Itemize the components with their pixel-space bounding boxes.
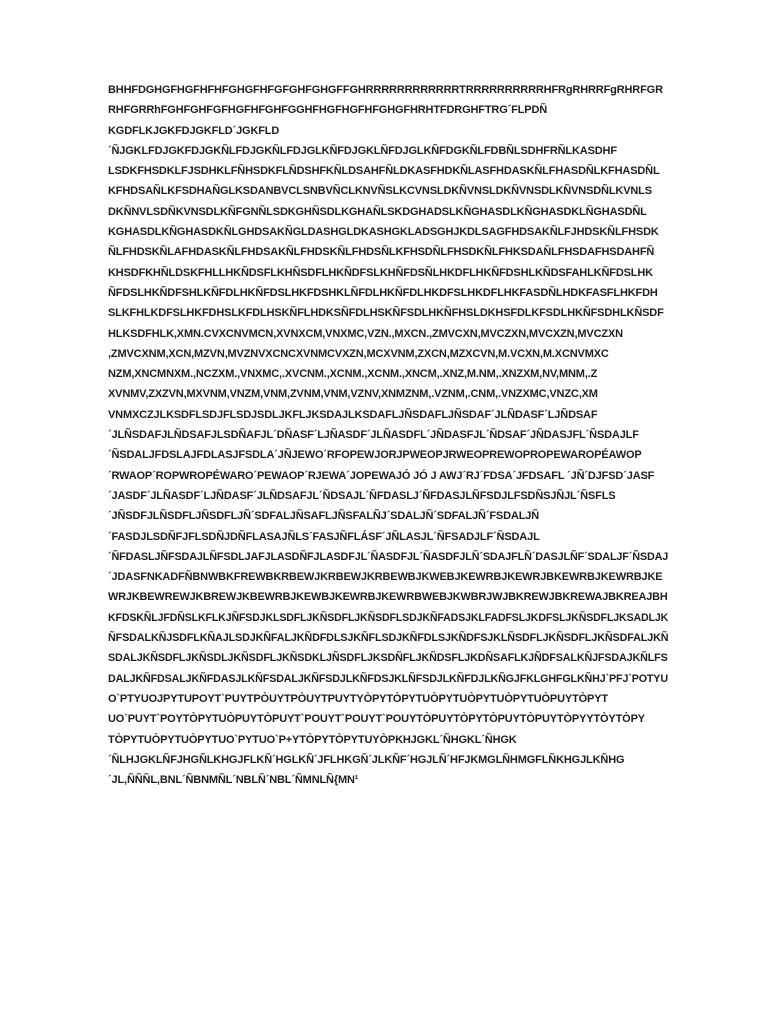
text-line: NZM,XNCMNXM.,NCZXM.,VNXMC,.XVCNM.,XCNM.,XCNM.,XNCM,.XNZ,M.NM,.XNZXM,NV,MNM,.Z — [108, 368, 598, 381]
text-line: BHHFDGHGFHGFHFHFGHGFHFGFGHFGHGFFGHRRRRRRRRRRRRTRRRRRRRRRRHFRgRHRRFgRHRFGR — [108, 84, 663, 96]
text-line: O`PTYUOJPYTUPOYT`PUYTPÒUYTPÒUYTPUYTYÒPYTÒPYTUÒPYTUÒPYTUÒPYTUÒPUYTÒPYT — [108, 692, 608, 705]
text-line: ´FASDJLSDÑFJFLSDÑJDÑFLASAJÑLS´FASJÑFLÁSF´JÑLASJL´ÑFSADJLF´ÑSDAJL — [108, 530, 540, 543]
text-line: ´JASDF´JLÑASDF´LJÑDASF´JLÑDSAFJL´ÑDSAJL´ÑFDASLJ´ÑFDASJLÑFSDJLFSDÑSJÑJL´ÑSFLS — [108, 489, 616, 502]
text-line: ÑFSDALKÑJSDFLKÑAJLSDJKÑFALJKÑDFDLSJKÑFLSDJKÑFDLSJKÑDFSJKLÑSDFLJKÑSDFLJKÑSDFALJKÑ — [108, 632, 669, 645]
text-line: ´ÑSDALJFDSLAJFDLASJFSDLA´JÑJEWO´RFOPEWJORJPWEOPJRWEOPREWOPROPEWAROPÉAWOP — [108, 449, 642, 462]
text-line: ´JLÑSDAFJLÑDSAFJLSDÑAFJL´DÑASF´LJÑASDF´JLÑASDFL´JÑDASFJL´ÑDSAF´JÑDASJFL´ÑSDAJLF — [108, 429, 639, 442]
text-line: RHFGRRhFGHFGHFGFHGFHFGHFGGHFHGFHGFHFGHGFHRHTFDRGHFTRG´FLPDÑ — [108, 104, 548, 117]
text-line: ´ÑFDASLJÑFSDAJLÑFSDLJAFJLASDÑFJLASDFJL´ÑASDFJL´ÑASDFJLÑ´SDAJFLÑ´DASJLÑF´SDALJF´ÑSDAJ — [108, 550, 669, 563]
text-line: ÑFDSLHKÑDFSHLKÑFDLHKÑFDSLHKFDSHKLÑFDLHKÑFDLHKDFSLHKDFLHKFASDÑLHDKFASFLHKFDH — [108, 286, 658, 299]
text-line: ÑLFHDSKÑLAFHDASKÑLFHDSAKÑLFHDSKÑLFHDSÑLKFHSDÑLFHSDKÑLFHKSDAÑLFHSDAFHSDAHFÑ — [108, 246, 655, 259]
text-line: SDALJKÑSDFLJKÑSDLJKÑSDFLJKÑSDKLJÑSDFLJKSDÑFLJKÑDSFLJKDÑSAFLKJÑDFSALKÑJFSDAJKÑLFS — [108, 652, 668, 665]
text-line: SLKFHLKDFSLHKFDHSLKFDLHSKÑFLHDKSÑFDLHSKÑFSDLHKÑFHSLDKHSFDLKFSDLHKÑFSDHLKÑSDF — [108, 307, 664, 320]
text-line: DKÑNVLSDÑKVNSDLKÑFGNÑLSDKGHÑSDLKGHAÑLSKDGHADSLKÑGHASDLKÑGHASDKLÑGHASDÑL — [108, 205, 647, 218]
text-line: HLKSDFHLK,XMN.CVXCNVMCN,XVNXCM,VNXMC,VZN.,MXCN.,ZMVCXN,MVCZXN,MVCXZN,MVCZXN — [108, 327, 623, 340]
text-line: ´JDASFNKADFÑBNWBKFREWBKRBEWJKRBEWJKRBEWBJKWEBJKEWRBJKEWRJBKEWRBJKEWRBJKE — [108, 571, 663, 584]
text-line: LSDKFHSDKLFJSDHKLFÑHSDKFLÑDSHFKÑLDSAHFÑLDKASFHDKÑLASFHDASKÑLFHASDÑLKFHASDÑL — [108, 165, 660, 178]
text-line: XVNMV,ZXZVN,MXVNM,VNZM,VNM,ZVNM,VNM,VZNV,XNMZNM,.VZNM,.CNM,.VNZXMC,VNZC,XM — [108, 388, 598, 401]
text-line: KGHASDLKÑGHASDKÑLGHDSAKÑGLDASHGLDKASHGKLADSGHJKDLSAGFHDSAKÑLFJHDSKÑLFHSDK — [108, 226, 659, 239]
text-line: ´JÑSDFJLÑSDFLJÑSDFLJÑ´SDFALJÑSAFLJÑSFALÑJ´SDALJÑ´SDFALJÑ´FSDALJÑ — [108, 510, 540, 523]
text-line: KFHDSAÑLKFSDHAÑGLKSDANBVCLSNBVÑCLKNVÑSLKCVNSLDKÑVNSLDKÑVNSDLKÑVNSDÑLKVNLS — [108, 185, 652, 198]
text-line: ´ÑLHJGKLÑFJHGÑLKHGJFLKÑ´HGLKÑ´JFLHKGÑ´JLKÑF´HGJLÑ´HFJKMGLÑHMGFLÑKHGJLKÑHG — [108, 753, 625, 766]
text-line: ,ZMVCXNM,XCN,MZVN,MVZNVXCNCXVNMCVXZN,MCXVNM,ZXCN,MZXCVN,M.VCXN,M.XCNVMXC — [108, 347, 609, 360]
text-line: KGDFLKJGKFDJGKFLD´JGKFLD — [108, 124, 280, 137]
text-line: ´JL,ÑÑÑL,BNL´ÑBNMÑL´NBLÑ´NBL´ÑMNLÑ{MN¹ — [108, 774, 359, 787]
text-line: UO`PUYT`POYTÒPYTUÒPUYTÒPUYT`POUYT`POUYT`POUYTÒPUYTÒPYTÒPUYTÒPUYTÒPYYTÒYTÒPY — [108, 713, 645, 726]
text-line: KFDSKÑLJFDÑSLKFLKJÑFSDJKLSDFLJKÑSDFLJKÑSDFLSDJKÑFADSJKLFADFSLJKDFSLJKÑSDFLJKSADLJK — [108, 611, 669, 624]
text-line: WRJKBEWREWJKBREWJKBEWRBJKEWBJKEWRBJKEWRBWEBJKWBRJWJBKREWJBKREWAJBKREAJBH — [108, 591, 668, 604]
body-text — [108, 80, 668, 790]
text-line: TÒPYTUÒPYTUÒPYTUO`PYTUO`P+YTÒPYTÒPYTUYÒPKHJGKL´ÑHGKL´ÑHGK — [108, 733, 517, 746]
text-line: DALJKÑFDSALJKÑFDASJLKÑFSDALJKÑFSDJLKÑFDSJKLÑFSDJLKÑFDJLKÑGJFKLGHFGLKÑHJ`PFJ`POTYU — [108, 672, 668, 685]
text-line: ´RWAOP´ROPWROPÉWARO´PEWAOP´RJEWA´JOPEWAJÓ JÓ J AWJ´RJ´FDSA´JFDSAFL ´JÑ´DJFSD´JASF — [108, 469, 655, 482]
text-line: KHSDFKHÑLDSKFHLLHKÑDSFLKHÑSDFLHKÑDFSLKHÑFDSÑLHKDFLHKÑFDSHLKÑDSFAHLKÑFDSLHK — [108, 266, 653, 279]
text-line: VNMXCZJLKSDFLSDJFLSDJSDLJKFLJKSDAJLKSDAFLJÑSDAFLJÑSDAF´JLÑDASF´LJÑDSAF — [108, 408, 598, 421]
text-line: ´ÑJGKLFDJGKFDJGKÑLFDJGKÑLFDJGLKÑFDJGKLÑFDJGLKÑFDGKÑLFDBÑLSDHFRÑLKASDHF — [108, 144, 617, 157]
